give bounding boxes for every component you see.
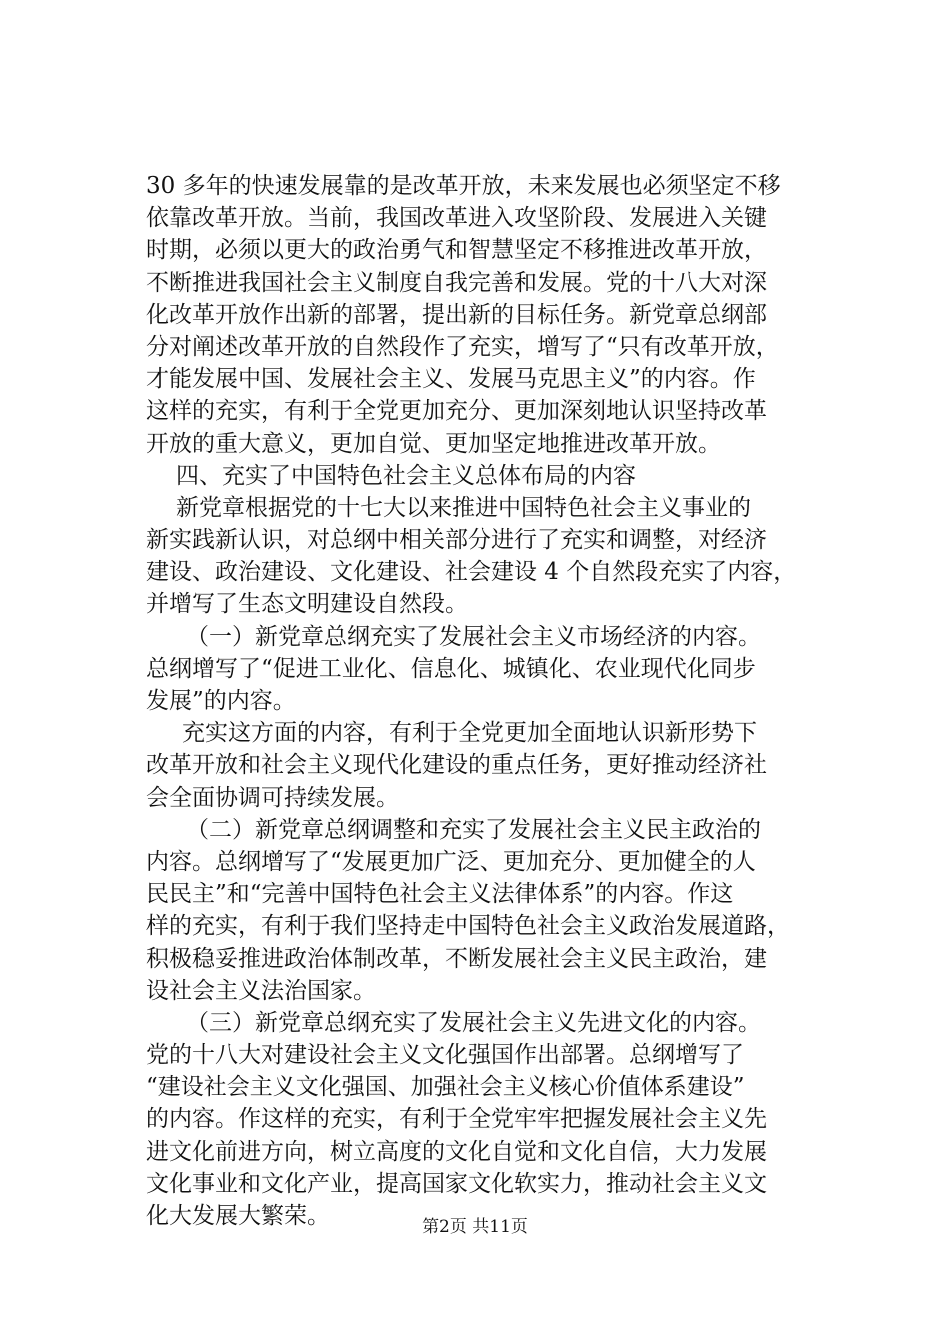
subsection-heading bbox=[146, 1007, 836, 1039]
text-line-content: （二）新党章总纲调整和充实了发展社会主义民主政治的 bbox=[186, 816, 761, 843]
text-line-content: 样的充实，有利于我们坚持走中国特色社会主义政治发展道路， bbox=[146, 913, 790, 940]
text-line bbox=[146, 653, 836, 685]
text-line bbox=[146, 717, 836, 749]
page-number-footer: 第2页 共11页 bbox=[422, 1217, 528, 1237]
text-line bbox=[146, 395, 836, 427]
text-line bbox=[146, 910, 836, 942]
text-line-content: 并增写了生态文明建设自然段。 bbox=[146, 591, 468, 618]
text-line bbox=[146, 782, 836, 814]
text-line-content: 新党章根据党的十七大以来推进中国特色社会主义事业的 bbox=[176, 494, 751, 521]
text-line-content: 充实这方面的内容，有利于全党更加全面地认识新形势下 bbox=[182, 720, 757, 747]
text-line-content: 30 多年的快速发展靠的是改革开放，未来发展也必须坚定不移 bbox=[146, 173, 781, 199]
text-line-content: 党的十八大对建设社会主义文化强国作出部署。总纲增写了 bbox=[146, 1042, 744, 1069]
text-line-content: 化改革开放作出新的部署，提出新的目标任务。新党章总纲部 bbox=[146, 301, 767, 328]
text-line-content: 这样的充实，有利于全党更加充分、更加深刻地认识坚持改革 bbox=[146, 398, 767, 425]
text-line-content: 设社会主义法治国家。 bbox=[146, 977, 376, 1004]
text-line-content: 改革开放和社会主义现代化建设的重点任务，更好推动经济社 bbox=[146, 752, 767, 779]
text-line bbox=[146, 331, 836, 363]
text-line-content: 进文化前进方向，树立高度的文化自觉和文化自信，大力发展 bbox=[146, 1138, 767, 1165]
text-line bbox=[146, 846, 836, 878]
text-line-content: 才能发展中国、发展社会主义、发展马克思主义”的内容。作 bbox=[146, 366, 756, 393]
text-line-content: 内容。总纲增写了“发展更加广泛、更加充分、更加健全的人 bbox=[146, 848, 756, 875]
text-line bbox=[146, 202, 836, 234]
text-line-content: 积极稳妥推进政治体制改革，不断发展社会主义民主政治，建 bbox=[146, 945, 767, 972]
subsection-heading bbox=[146, 814, 836, 846]
text-line bbox=[146, 234, 836, 266]
text-line-content: 的内容。作这样的充实，有利于全党牢牢把握发展社会主义先 bbox=[146, 1106, 767, 1133]
text-line-content: 时期，必须以更大的政治勇气和智慧坚定不移推进改革开放， bbox=[146, 237, 767, 264]
text-line bbox=[146, 428, 836, 460]
text-line bbox=[146, 170, 836, 202]
text-line-content: （一）新党章总纲充实了发展社会主义市场经济的内容。 bbox=[186, 623, 761, 650]
text-line-content: 建设、政治建设、文化建设、社会建设 4 个自然段充实了内容， bbox=[146, 559, 797, 586]
text-line-content: （三）新党章总纲充实了发展社会主义先进文化的内容。 bbox=[186, 1009, 761, 1036]
text-line bbox=[146, 1071, 836, 1103]
text-line-content: 依靠改革开放。当前，我国改革进入攻坚阶段、发展进入关键 bbox=[146, 205, 767, 232]
text-line-content: 发展”的内容。 bbox=[146, 688, 296, 714]
text-line bbox=[146, 492, 836, 524]
text-line bbox=[146, 749, 836, 781]
text-line bbox=[146, 267, 836, 299]
text-line bbox=[146, 1168, 836, 1200]
text-line-content: 会全面协调可持续发展。 bbox=[146, 784, 399, 811]
text-line-content: 总纲增写了“促进工业化、信息化、城镇化、农业现代化同步 bbox=[146, 655, 756, 682]
text-line-content: 分对阐述改革开放的自然段作了充实，增写了“只有改革开放， bbox=[146, 333, 779, 360]
text-line bbox=[146, 1103, 836, 1135]
section-heading-text: 四、充实了中国特色社会主义总体布局的内容 bbox=[176, 462, 636, 489]
text-line bbox=[146, 299, 836, 331]
text-line bbox=[146, 943, 836, 975]
section-heading bbox=[146, 460, 836, 492]
text-line bbox=[146, 975, 836, 1007]
text-line bbox=[146, 363, 836, 395]
text-line bbox=[146, 878, 836, 910]
text-line bbox=[146, 556, 836, 588]
text-line-content: 不断推进我国社会主义制度自我完善和发展。党的十八大对深 bbox=[146, 269, 767, 296]
text-line bbox=[146, 1136, 836, 1168]
text-line bbox=[146, 524, 836, 556]
text-line-content: 开放的重大意义，更加自觉、更加坚定地推进改革开放。 bbox=[146, 430, 721, 457]
text-line-content: 化大发展大繁荣。 bbox=[146, 1203, 330, 1229]
text-line bbox=[146, 588, 836, 620]
text-line bbox=[146, 685, 836, 717]
text-line-content: “建设社会主义文化强国、加强社会主义核心价值体系建设” bbox=[146, 1074, 745, 1101]
text-line bbox=[146, 1039, 836, 1071]
text-line-content: 新实践新认识，对总纲中相关部分进行了充实和调整，对经济 bbox=[146, 527, 767, 554]
text-line-content: 民民主”和“完善中国特色社会主义法律体系”的内容。作这 bbox=[146, 881, 734, 908]
document-body bbox=[146, 170, 836, 1232]
text-line-content: 文化事业和文化产业，提高国家文化软实力，推动社会主义文 bbox=[146, 1170, 767, 1197]
subsection-heading bbox=[146, 621, 836, 653]
